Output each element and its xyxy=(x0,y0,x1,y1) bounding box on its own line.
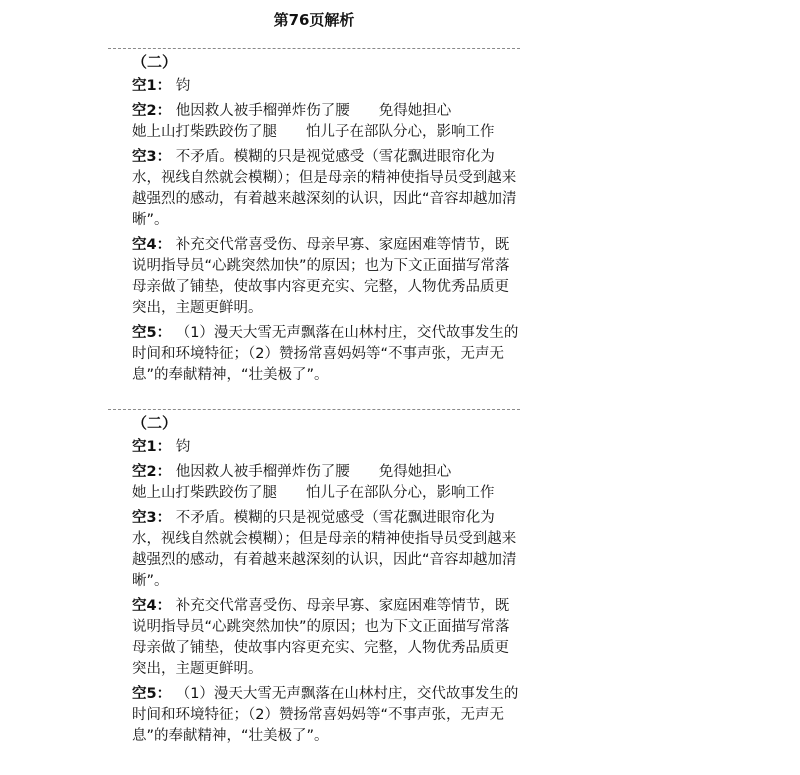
answer-text: 补充交代常喜受伤、母亲早寡、家庭困难等情节，既说明指导员“心跳突然加快”的原因；也为下文正面描写常落母亲做了铺垫，使故事内容更充实、完整，人物优秀品质更突出，主题更鲜明。 xyxy=(132,237,510,316)
answer-blank-3 xyxy=(132,147,520,231)
answer-label: 空5： xyxy=(132,325,172,341)
answer-blank-4 xyxy=(132,596,520,680)
answer-text: 不矛盾。模糊的只是视觉感受（雪花飘进眼帘化为水，视线自然就会模糊）；但是母亲的精神使指导员受到越来越强烈的感动，有着越来越深刻的认识，因此“音容却越加清晰”。 xyxy=(132,510,517,589)
answer-blank-2 xyxy=(132,462,520,504)
answer-text: 补充交代常喜受伤、母亲早寡、家庭困难等情节，既说明指导员“心跳突然加快”的原因；也为下文正面描写常落母亲做了铺垫，使故事内容更充实、完整，人物优秀品质更突出，主题更鲜明。 xyxy=(132,598,510,677)
answer-label: 空1： xyxy=(132,78,172,94)
answer-label: 空3： xyxy=(132,510,172,526)
answer-label: 空5： xyxy=(132,686,172,702)
answer-text: 他因救人被手榴弹炸伤了腰 免得她担心 她上山打柴跌跤伤了腿 怕儿子在部队分心，影响工作 xyxy=(132,103,495,140)
answer-label: 空2： xyxy=(132,103,172,119)
answer-text: 不矛盾。模糊的只是视觉感受（雪花飘进眼帘化为水，视线自然就会模糊）；但是母亲的精神使指导员受到越来越强烈的感动，有着越来越深刻的认识，因此“音容却越加清晰”。 xyxy=(132,149,517,228)
answer-text: （1）漫天大雪无声飘落在山林村庄，交代故事发生的时间和环境特征；（2）赞扬常喜妈妈等“不事声张，无声无息”的奉献精神，“壮美极了”。 xyxy=(132,686,519,744)
answer-text: 他因救人被手榴弹炸伤了腰 免得她担心 她上山打柴跌跤伤了腿 怕儿子在部队分心，影响工作 xyxy=(132,464,495,501)
dashed-divider xyxy=(108,48,520,49)
section-heading: （二） xyxy=(132,53,178,71)
answer-label: 空1： xyxy=(132,439,172,455)
answer-blank-4 xyxy=(132,235,520,319)
dashed-divider xyxy=(108,409,520,410)
answer-blank-2 xyxy=(132,101,520,143)
answer-blank-3 xyxy=(132,508,520,592)
answer-label: 空4： xyxy=(132,237,172,253)
answer-label: 空3： xyxy=(132,149,172,165)
answer-text: （1）漫天大雪无声飘落在山林村庄，交代故事发生的时间和环境特征；（2）赞扬常喜妈妈等“不事声张，无声无息”的奉献精神，“壮美极了”。 xyxy=(132,325,519,383)
answer-text: 钧 xyxy=(171,78,191,94)
answer-label: 空4： xyxy=(132,598,172,614)
answer-text: 钧 xyxy=(171,439,191,455)
answer-section xyxy=(108,409,520,747)
answer-label: 空2： xyxy=(132,464,172,480)
answer-blank-1 xyxy=(132,76,520,97)
page-title: 第76页解析 xyxy=(273,11,355,29)
answer-blank-1 xyxy=(132,437,520,458)
answer-section xyxy=(108,48,520,386)
answer-blank-5 xyxy=(132,684,520,747)
answer-blank-5 xyxy=(132,323,520,386)
section-heading: （二） xyxy=(132,414,178,432)
